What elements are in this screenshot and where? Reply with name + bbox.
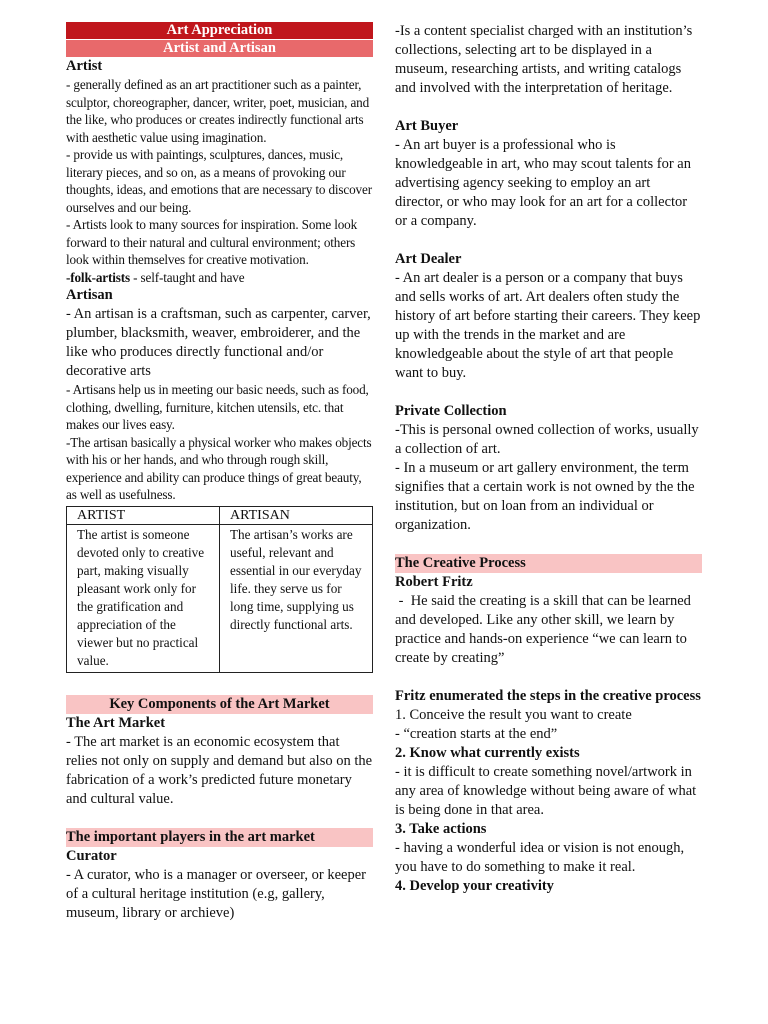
step-2-title: 2. Know what currently exists bbox=[395, 745, 580, 761]
folk-artists-line bbox=[66, 269, 373, 287]
section-banner-creative-process: The Creative Process bbox=[395, 554, 702, 573]
table-header-artisan: ARTISAN bbox=[220, 506, 373, 524]
robert-fritz-heading: Robert Fritz bbox=[395, 574, 473, 590]
artist-paragraph-3: - Artists look to many sources for inspiration. Some look forward to their natural and cultural environment; others look within themselves for creative motivation. bbox=[66, 217, 358, 267]
step-1-text: - “creation starts at the end” bbox=[395, 726, 558, 742]
curator-text: - A curator, who is a manager or overseer, or keeper of a cultural heritage institution (e.g, gallery, museum, library or archieve) bbox=[66, 866, 366, 921]
section-banner-art-market: Key Components of the Art Market bbox=[66, 695, 373, 714]
table-header-artist: ARTIST bbox=[67, 506, 220, 524]
step-1-title: 1. Conceive the result you want to create bbox=[395, 707, 632, 723]
table-header-row bbox=[67, 506, 373, 524]
fritz-steps-heading: Fritz enumerated the steps in the creative process bbox=[395, 688, 701, 704]
artisan-paragraph-3: -The artisan basically a physical worker who makes objects with his or her hands, and who through rough skill, experience and ability can produce things of great beauty, as well as usefulness. bbox=[66, 434, 372, 502]
private-collection-text-1: -This is personal owned collection of works, usually a collection of art. bbox=[395, 422, 699, 457]
table-row bbox=[67, 524, 373, 672]
step-3-title: 3. Take actions bbox=[395, 821, 487, 837]
art-buyer-text: - An art buyer is a professional who is knowledgeable in art, who may scout talents for an advertising agency seeking to employ an art director, or who may look for an art for a collector or a company. bbox=[395, 137, 691, 229]
step-3-text: - having a wonderful idea or vision is not enough, you have to do something to make it real. bbox=[395, 840, 685, 875]
curator-continued-text: -Is a content specialist charged with an institution’s collections, selecting art to be displayed in a museum, researching artists, and writing catalogs and involved with the interpretation of heritage. bbox=[395, 23, 693, 96]
artisan-heading: Artisan bbox=[66, 287, 113, 303]
artist-heading: Artist bbox=[66, 58, 103, 74]
art-buyer-heading: Art Buyer bbox=[395, 118, 459, 134]
folk-artists-text: - self-taught and have bbox=[129, 269, 245, 285]
section-banner-players: The important players in the art market bbox=[66, 828, 373, 847]
art-dealer-text: - An art dealer is a person or a company that buys and sells works of art. Art dealers often study the history of art before starting their careers. They keep up with the trends in the market and are knowledgeable about the style of art that people want to buy. bbox=[395, 270, 701, 381]
right-column bbox=[395, 22, 702, 896]
page-title-banner: Art Appreciation bbox=[66, 22, 373, 39]
art-market-text: - The art market is an economic ecosystem that relies not only on supply and demand but also on the fabrication of a work’s predicted future monetary and cultural value. bbox=[66, 733, 373, 807]
left-column bbox=[66, 22, 373, 923]
step-2-text: - it is difficult to create something novel/artwork in any area of knowledge without being aware of what is being done in that area. bbox=[395, 764, 697, 818]
art-dealer-heading: Art Dealer bbox=[395, 251, 462, 267]
section-banner-artist-artisan: Artist and Artisan bbox=[66, 40, 373, 57]
private-collection-heading: Private Collection bbox=[395, 403, 507, 419]
robert-fritz-text: - He said the creating is a skill that can be learned and developed. Like any other skill, we learn by practice and hands-on experience “we can learn to create by creating” bbox=[395, 593, 695, 666]
artist-paragraph-1: - generally defined as an art practitioner such as a painter, sculptor, choreographer, dancer, writer, poet, musician, and the like, who produces or creates indirectly functional arts with aesthetic value using imagination. bbox=[66, 77, 370, 145]
art-market-heading: The Art Market bbox=[66, 714, 166, 731]
artisan-paragraph-2: - Artisans help us in meeting our basic needs, such as food, clothing, dwelling, furniture, kitchen utensils, etc. that makes our lives easy. bbox=[66, 382, 369, 432]
artist-paragraph-2: - provide us with paintings, sculptures, dances, music, literary pieces, and so on, as a means of provoking our thoughts, ideas, and emotions that are necessary to discover ourselves and our being. bbox=[66, 147, 372, 215]
step-4-title: 4. Develop your creativity bbox=[395, 878, 554, 894]
artist-artisan-table bbox=[66, 506, 373, 673]
artisan-paragraph-1: - An artisan is a craftsman, such as carpenter, carver, plumber, blacksmith, weaver, embroiderer, and the like who produces directly functional and/or decorative arts bbox=[66, 306, 371, 379]
table-cell-artist: The artist is someone devoted only to creative part, making visually pleasant work only for the gratification and appreciation of the viewer but no practical value. bbox=[67, 524, 220, 672]
curator-heading: Curator bbox=[66, 847, 117, 864]
private-collection-text-2: - In a museum or art gallery environment, the term signifies that a certain work is not owned by the the institution, but on loan from an individual or organization. bbox=[395, 460, 695, 533]
table-cell-artisan: The artisan’s works are useful, relevant and essential in our everyday life. they serve us for long time, supplying us directly functional arts. bbox=[220, 524, 373, 672]
folk-artists-label: -folk-artists bbox=[66, 269, 130, 285]
